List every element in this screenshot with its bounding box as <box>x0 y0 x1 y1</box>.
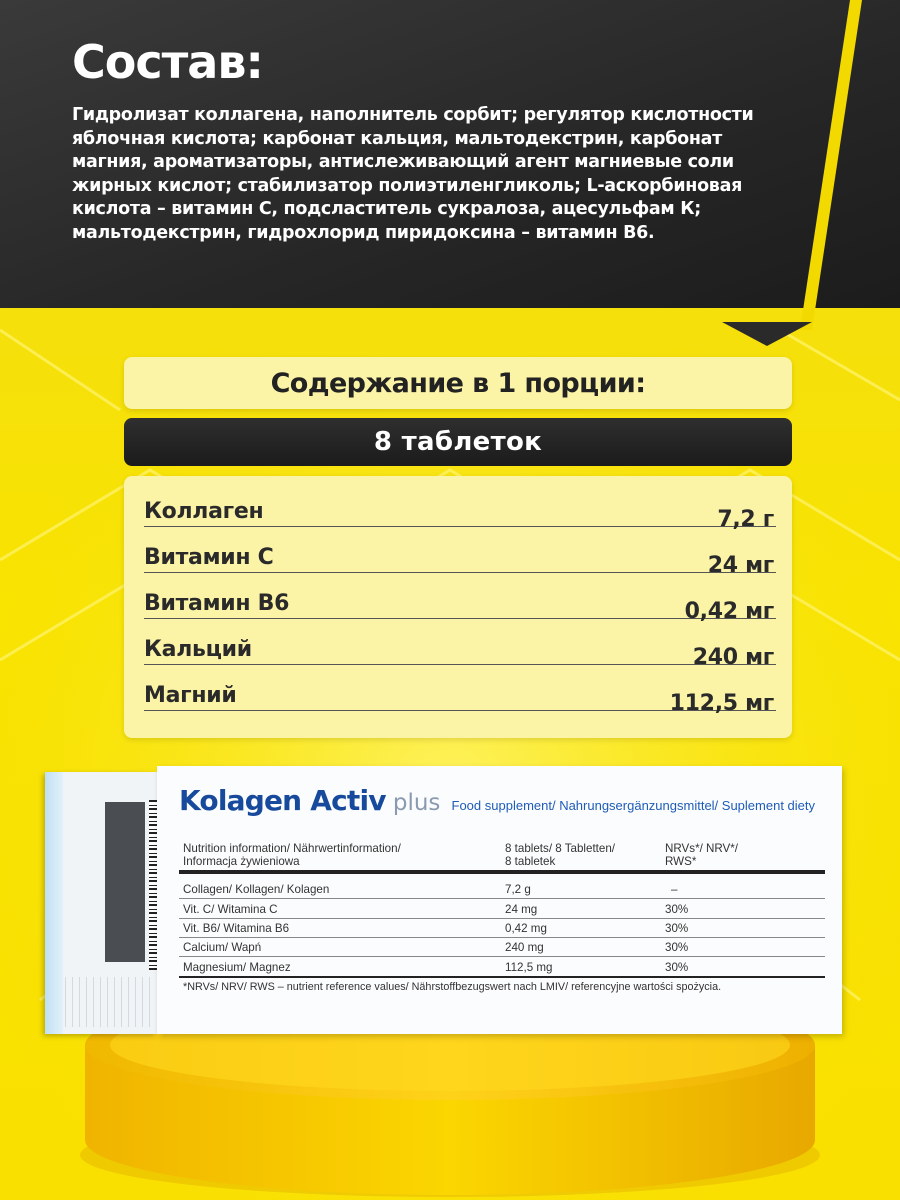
package-row-amount: 112,5 mg <box>505 961 553 974</box>
package-row-amount: 240 mg <box>505 941 544 954</box>
nutrition-row <box>144 536 776 578</box>
nutrition-panel <box>124 476 792 738</box>
package-footnote: *NRVs/ NRV/ RWS – nutrient reference values/ Nährstoffbezugswert nach LMIV/ referencyjne wartości spożycia. <box>183 981 722 993</box>
package-side <box>45 772 157 1034</box>
serving-header <box>124 357 792 409</box>
header-text: RWS* <box>665 855 697 868</box>
package-row-divider <box>179 898 825 899</box>
header-text: Informacja żywieniowa <box>183 855 300 868</box>
nutrient-value: 112,5 мг <box>669 691 774 716</box>
nutrient-name: Витамин С <box>144 545 274 570</box>
package-brand <box>179 784 815 817</box>
package-row-amount: 24 mg <box>505 903 538 916</box>
nutrient-name: Магний <box>144 683 237 708</box>
nutrition-row <box>144 674 776 716</box>
nutrient-name: Кальций <box>144 637 252 662</box>
package-row-nrv: 30% <box>665 922 689 935</box>
package-front <box>157 766 842 1034</box>
package-row-divider <box>179 956 825 957</box>
barcode-icon <box>149 800 157 970</box>
package-row-nrv: 30% <box>665 941 689 954</box>
dose-bar <box>124 418 792 466</box>
nutrient-name: Коллаген <box>144 499 264 524</box>
package-row-nrv: 30% <box>665 903 689 916</box>
package-fine-print <box>65 977 150 1027</box>
package-row-nrv: 30% <box>665 961 689 974</box>
package-row-nrv: – <box>671 883 678 896</box>
package-row-amount: 0,42 mg <box>505 922 547 935</box>
package-table-bottom-rule <box>179 976 825 978</box>
package-header-col2 <box>505 842 615 868</box>
header-text: NRVs*/ NRV*/ <box>665 842 739 855</box>
package-side-panel <box>105 802 145 962</box>
package-row-name: Calcium/ Wapń <box>183 941 262 954</box>
ingredients-text: Гидролизат коллагена, наполнитель сорбит; регулятор кислотности яблочная кислота; карбонат кальция, мальтодекстрин, карбонат магния, ароматизаторы, антислеживающий агент магниевые соли жирных кислот; стабилизатор полиэтиленгликоль; L-аскорбиновая кислота – витамин С, подсластитель сукралоза, ацесульфам К; мальтодекстрин, гидрохлорид пиридоксина – витамин В6. <box>72 105 754 243</box>
package-row-name: Magnesium/ Magnez <box>183 961 291 974</box>
package-header-col1 <box>183 842 401 868</box>
nutrition-row <box>144 490 776 532</box>
header-text: 8 tabletek <box>505 855 556 868</box>
package-row-name: Vit. B6/ Witamina B6 <box>183 922 290 935</box>
package-row-divider <box>179 918 825 919</box>
nutrient-value: 7,2 г <box>717 507 774 532</box>
header-text: Nutrition information/ Nährwertinformation/ <box>183 842 401 855</box>
package-subtitle: Food supplement/ Nahrungsergänzungsmittel/ Suplement diety <box>451 798 816 813</box>
header-text: 8 tablets/ 8 Tabletten/ <box>505 842 616 855</box>
brand-name: Kolagen Activ <box>179 784 386 817</box>
nutrient-value: 0,42 мг <box>684 599 774 624</box>
package-row-name: Vit. C/ Witamina C <box>183 903 278 916</box>
package-row-amount: 7,2 g <box>505 883 531 896</box>
serving-title: Содержание в 1 порции: <box>270 367 646 399</box>
dose-label: 8 таблеток <box>373 427 543 457</box>
nutrition-row <box>144 582 776 624</box>
package-row-name: Collagen/ Kollagen/ Kolagen <box>183 883 330 896</box>
package-side-stripe <box>45 772 63 1034</box>
nutrient-value: 24 мг <box>707 553 774 578</box>
nutrient-name: Витамин В6 <box>144 591 290 616</box>
package-row-divider <box>179 937 825 938</box>
brand-suffix: plus <box>392 790 441 816</box>
composition-title: Состав: <box>72 35 263 89</box>
package-header-col3 <box>665 842 738 868</box>
package-table-rule <box>179 870 825 874</box>
nutrient-value: 240 мг <box>692 645 774 670</box>
nutrition-row <box>144 628 776 670</box>
